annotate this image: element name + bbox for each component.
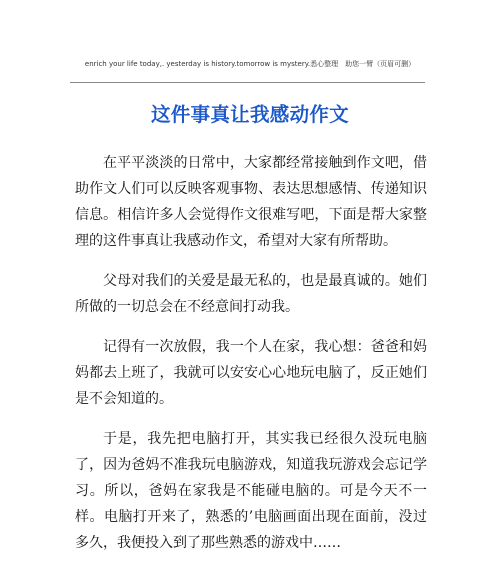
paragraph: 于是，我先把电脑打开，其实我已经很久没玩电脑了，因为爸妈不准我玩电脑游戏，知道我玩游戏会忘记学习。所以，爸妈在家我是不能碰电脑的。可是今天不一样。电脑打开来了，熟悉的’电脑画面出现在面前，没过多久，我便投入到了那些熟悉的游戏中…… (75, 431, 427, 551)
paragraph: 在平平淡淡的日常中，大家都经常接触到作文吧，借助作文人们可以反映客观事物、表达思想感情、传递知识信息。相信许多人会觉得作文很难写吧，下面是帮大家整理的这件事真让我感动作文，希望对大家有所帮助。 (75, 155, 427, 249)
paragraph: 父母对我们的关爱是最无私的，也是最真诚的。她们所做的一切总会在不经意间打动我。 (75, 273, 427, 315)
document-body (75, 150, 427, 566)
page-header: enrich your life today,. yesterday is history.tomorrow is mystery.悉心整理 助您一臂（页眉可删） (84, 60, 416, 68)
document-title: 这件事真让我感动作文 (150, 103, 349, 126)
header-divider (70, 82, 425, 83)
paragraph: 记得有一次放假，我一个人在家，我心想：爸爸和妈妈都去上班了，我就可以安安心心地玩电脑了，反正她们是不会知道的。 (75, 339, 427, 407)
